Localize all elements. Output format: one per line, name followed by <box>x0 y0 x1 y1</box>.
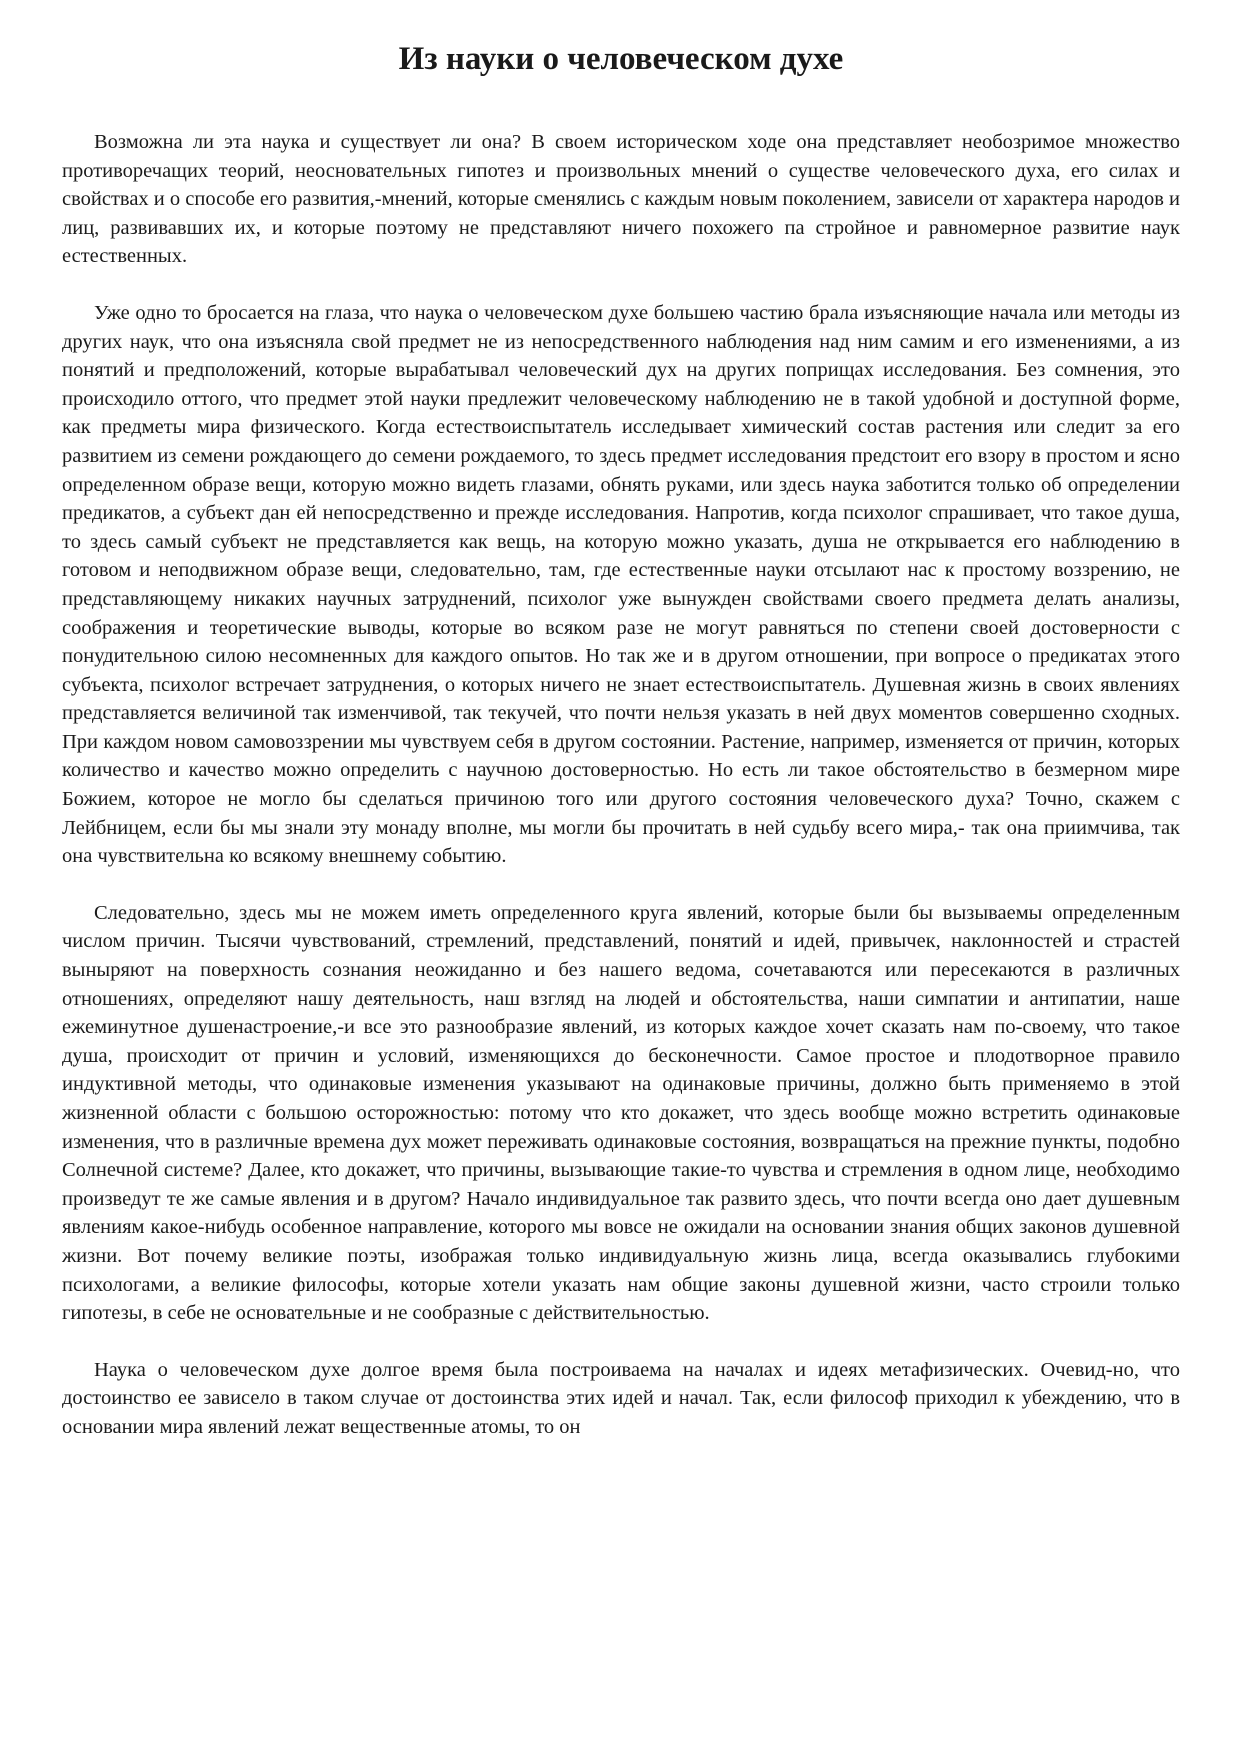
paragraph-2: Уже одно то бросается на глаза, что наука о человеческом духе большею частию брала изъясняющие начала или методы из других наук, что она изъясняла свой предмет не из непосредственного наблюдения над ним самим и его изменениями, а из понятий и предположений, которые вырабатывал человеческий дух на других поприщах исследования. Без сомнения, это происходило оттого, что предмет этой науки предлежит человеческому наблюдению не в такой удобной и доступной форме, как предметы мира физического. Когда естествоиспытатель исследывает химический состав растения или следит за его развитием из семени рождающего до семени рождаемого, то здесь предмет исследования предстоит его взору в простом и ясно определенном образе вещи, которую можно видеть глазами, обнять руками, или здесь наука заботится только об определении предикатов, а субъект дан ей непосредственно и прежде исследования. Напротив, когда психолог спрашивает, что такое душа, то здесь самый субъект не представляется как вещь, на которую можно указать, душа не открывается его наблюдению в готовом и неподвижном образе вещи, следовательно, там, где естественные науки отсылают нас к простому воззрению, не представляющему никаких научных затруднений, психолог уже вынужден свойствами своего предмета делать анализы, соображения и теоретические выводы, которые во всяком разе не могут равняться по степени своей достоверности с понудительною силою несомненных для каждого опытов. Но так же и в другом отношении, при вопросе о предикатах этого субъекта, психолог встречает затруднения, о которых ничего не знает естествоиспытатель. Душевная жизнь в своих явлениях представляется величиной так изменчивой, так текучей, что почти нельзя указать в ней двух моментов совершенно сходных. При каждом новом самовоззрении мы чувствуем себя в другом состоянии. Растение, например, изменяется от причин, которых количество и качество можно определить с научною достоверностью. Но есть ли такое обстоятельство в безмерном мире Божием, которое не могло бы сделаться причиною того или другого состояния человеческого духа? Точно, скажем с Лейбницем, если бы мы знали эту монаду вполне, мы могли бы прочитать в ней судьбу всего мира,- так она приимчива, так она чувствительна ко всякому внешнему событию. <box>62 301 1180 868</box>
paragraph-1: Возможна ли эта наука и существует ли она? В своем историческом ходе она представляет необозримое множество противоречащих теорий, неосновательных гипотез и произвольных мнений о существе человеческого духа, его силах и свойствах и о способе его развития,-мнений, которые сменялись с каждым новым поколением, зависели от характера народов и лиц, развивавших их, и которые поэтому не представляют ничего похожего па стройное и равномерное развитие наук естественных. <box>62 131 1180 268</box>
paragraph-4: Наука о человеческом духе долгое время была построиваема на началах и идеях метафизических. Очевид-но, что достоинство ее зависело в таком случае от достоинства этих идей и начал. Так, если философ приходил к убеждению, что в основании мира явлений лежат вещественные атомы, то он <box>62 1358 1180 1438</box>
paragraph-3: Следовательно, здесь мы не можем иметь определенного круга явлений, которые были бы вызываемы определенным числом причин. Тысячи чувствований, стремлений, представлений, понятий и идей, привычек, наклонностей и страстей выныряют на поверхность сознания неожиданно и без нашего ведома, сочетаваются или пересекаются в различных отношениях, определяют нашу деятельность, наш взгляд на людей и обстоятельства, наши симпатии и антипатии, наше ежеминутное душенастроение,-и все это разнообразие явлений, из которых каждое хочет сказать нам по-своему, что такое душа, происходит от причин и условий, изменяющихся до бесконечности. Самое простое и плодотворное правило индуктивной методы, что одинаковые изменения указывают на одинаковые причины, должно быть применяемо в этой жизненной области с большою осторожностью: потому что кто докажет, что здесь вообще можно встретить одинаковые изменения, что в различные времена дух может переживать одинаковые состояния, возвращаться на прежние пункты, подобно Солнечной системе? Далее, кто докажет, что причины, вызывающие такие-то чувства и стремления в одном лице, необходимо произведут те же самые явления и в другом? Начало индивидуальное так развито здесь, что почти всегда оно дает душевным явлениям какое-нибудь особенное направление, которого мы вовсе не ожидали на основании знания общих законов душевной жизни. Вот почему великие поэты, изображая только индивидуальную жизнь лица, всегда оказывались глубокими психологами, а великие философы, которые хотели указать нам общие законы душевной жизни, часто строили только гипотезы, в себе не основательные и не сообразные с действительностью. <box>62 901 1180 1325</box>
page-title: Из науки о человеческом духе <box>398 41 844 77</box>
